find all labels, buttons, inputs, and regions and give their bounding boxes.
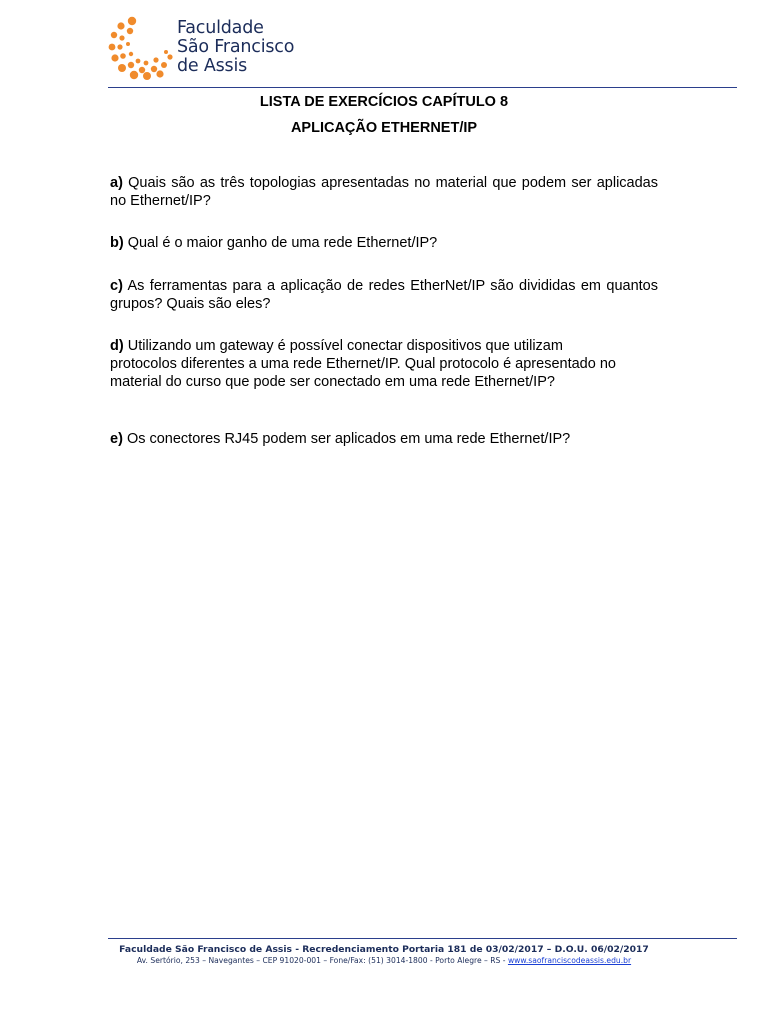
question-text: As ferramentas para a aplicação de redes EtherNet/IP são divididas em quantos grupos? Quais são eles? xyxy=(110,278,658,312)
footer-address xyxy=(0,956,768,965)
footer-address-text: Av. Sertório, 253 – Navegantes – CEP 91020-001 – Fone/Fax: (51) 3014-1800 - Porto Alegre – RS - xyxy=(136,956,508,965)
question-text-line-2: protocolos diferentes a uma rede Ethernet/IP. Qual protocolo é apresentado no xyxy=(110,356,616,372)
question-text: Os conectores RJ45 podem ser aplicados em uma rede Ethernet/IP? xyxy=(126,431,571,447)
logo-line-1: Faculdade xyxy=(177,18,264,38)
footer-divider xyxy=(108,938,737,939)
question-d xyxy=(110,337,658,391)
document-title: LISTA DE EXERCÍCIOS CAPÍTULO 8 xyxy=(259,94,509,110)
question-label: d) xyxy=(110,338,124,354)
question-text-line-3: material do curso que pode ser conectado em uma rede Ethernet/IP? xyxy=(110,374,555,390)
question-a xyxy=(110,174,658,210)
question-label: c) xyxy=(110,278,123,294)
question-text: Quais são as três topologias apresentadas no material que podem ser aplicadas no Ethernet/IP? xyxy=(110,175,659,209)
header xyxy=(108,14,738,90)
question-c xyxy=(110,277,658,313)
question-e xyxy=(110,430,658,448)
question-label: e) xyxy=(110,431,123,447)
question-text: Qual é o maior ganho de uma rede Ethernet/IP? xyxy=(127,235,438,251)
logo-line-2: São Francisco xyxy=(177,37,295,57)
question-text-line-1: Utilizando um gateway é possível conectar dispositivos que utilizam xyxy=(127,338,563,354)
logo-text xyxy=(177,19,294,76)
question-label: b) xyxy=(110,235,124,251)
question-label: a) xyxy=(110,175,123,191)
dotted-arc-logo-icon xyxy=(108,14,174,80)
logo-line-3: de Assis xyxy=(177,56,248,76)
header-divider xyxy=(108,87,737,88)
document-subtitle: APLICAÇÃO ETHERNET/IP xyxy=(290,120,478,136)
website-link[interactable]: www.saofranciscodeassis.edu.br xyxy=(507,956,632,965)
question-b xyxy=(110,234,658,252)
footer-institution: Faculdade São Francisco de Assis - Recredenciamento Portaria 181 de 03/02/2017 – D.O.U. 06/02/2017 xyxy=(119,944,649,955)
